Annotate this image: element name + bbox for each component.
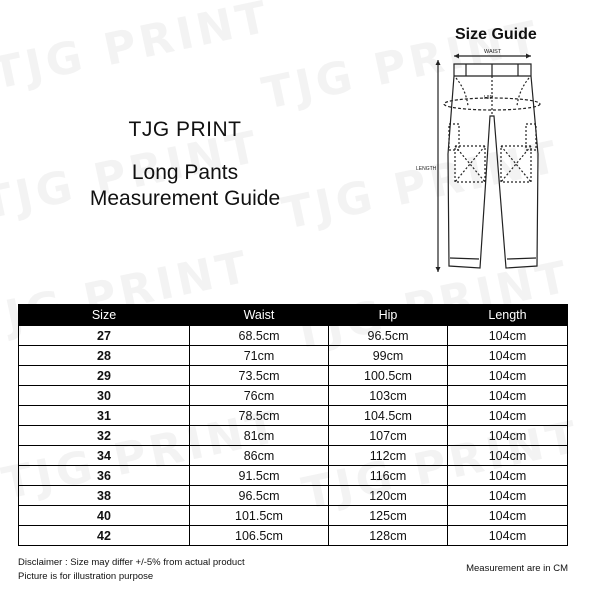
cell-waist: 106.5cm <box>190 526 329 546</box>
table-body <box>19 326 568 546</box>
cell-waist: 101.5cm <box>190 506 329 526</box>
cell-size: 27 <box>19 326 190 346</box>
cell-waist: 68.5cm <box>190 326 329 346</box>
size-table <box>18 304 568 546</box>
header-hip: Hip <box>329 305 448 326</box>
cell-waist: 73.5cm <box>190 366 329 386</box>
cell-length: 104cm <box>448 506 568 526</box>
table-row <box>19 346 568 366</box>
cell-hip: 112cm <box>329 446 448 466</box>
cell-length: 104cm <box>448 346 568 366</box>
hip-label: HIP <box>484 95 494 101</box>
cell-length: 104cm <box>448 446 568 466</box>
cell-hip: 103cm <box>329 386 448 406</box>
header-length: Length <box>448 305 568 326</box>
length-label: LENGTH <box>416 166 437 172</box>
brand-name: TJG PRINT <box>128 118 242 141</box>
cell-waist: 96.5cm <box>190 486 329 506</box>
cell-size: 34 <box>19 446 190 466</box>
cell-waist: 71cm <box>190 346 329 366</box>
disclaimer-line-1: Disclaimer : Size may differ +/-5% from actual product <box>18 557 245 568</box>
table-row <box>19 326 568 346</box>
cell-length: 104cm <box>448 326 568 346</box>
cell-length: 104cm <box>448 526 568 546</box>
cell-length: 104cm <box>448 486 568 506</box>
cell-waist: 76cm <box>190 386 329 406</box>
cell-hip: 125cm <box>329 506 448 526</box>
table-row <box>19 426 568 446</box>
disclaimer <box>18 556 245 584</box>
title-block <box>40 118 330 212</box>
cell-hip: 120cm <box>329 486 448 506</box>
disclaimer-line-2: Picture is for illustration purpose <box>18 571 154 582</box>
cell-size: 42 <box>19 526 190 546</box>
table-row <box>19 526 568 546</box>
cell-hip: 96.5cm <box>329 326 448 346</box>
cell-waist: 81cm <box>190 426 329 446</box>
cell-hip: 107cm <box>329 426 448 446</box>
cell-size: 28 <box>19 346 190 366</box>
cell-waist: 91.5cm <box>190 466 329 486</box>
cell-size: 30 <box>19 386 190 406</box>
cell-hip: 104.5cm <box>329 406 448 426</box>
cell-size: 31 <box>19 406 190 426</box>
cell-length: 104cm <box>448 366 568 386</box>
cell-hip: 128cm <box>329 526 448 546</box>
cell-length: 104cm <box>448 386 568 406</box>
watermark-text <box>0 0 275 100</box>
table-row <box>19 466 568 486</box>
cell-hip: 99cm <box>329 346 448 366</box>
cell-length: 104cm <box>448 406 568 426</box>
cell-waist: 86cm <box>190 446 329 466</box>
unit-note: Measurement are in CM <box>466 563 568 574</box>
subtitle-line-2: Measurement Guide <box>89 187 281 210</box>
table-row <box>19 506 568 526</box>
table-row <box>19 386 568 406</box>
cell-size: 38 <box>19 486 190 506</box>
waist-label: WAIST <box>484 49 502 55</box>
cell-size: 29 <box>19 366 190 386</box>
cell-size: 40 <box>19 506 190 526</box>
pants-diagram-icon <box>386 44 566 284</box>
header-size: Size <box>19 305 190 326</box>
cell-length: 104cm <box>448 466 568 486</box>
cell-hip: 116cm <box>329 466 448 486</box>
header-waist: Waist <box>190 305 329 326</box>
table-row <box>19 486 568 506</box>
cell-waist: 78.5cm <box>190 406 329 426</box>
cell-hip: 100.5cm <box>329 366 448 386</box>
cell-length: 104cm <box>448 426 568 446</box>
table-header-row <box>19 305 568 326</box>
table-row <box>19 406 568 426</box>
cell-size: 36 <box>19 466 190 486</box>
size-guide-title: Size Guide <box>455 26 537 43</box>
table-row <box>19 446 568 466</box>
cell-size: 32 <box>19 426 190 446</box>
table-row <box>19 366 568 386</box>
subtitle-line-1: Long Pants <box>131 161 239 184</box>
